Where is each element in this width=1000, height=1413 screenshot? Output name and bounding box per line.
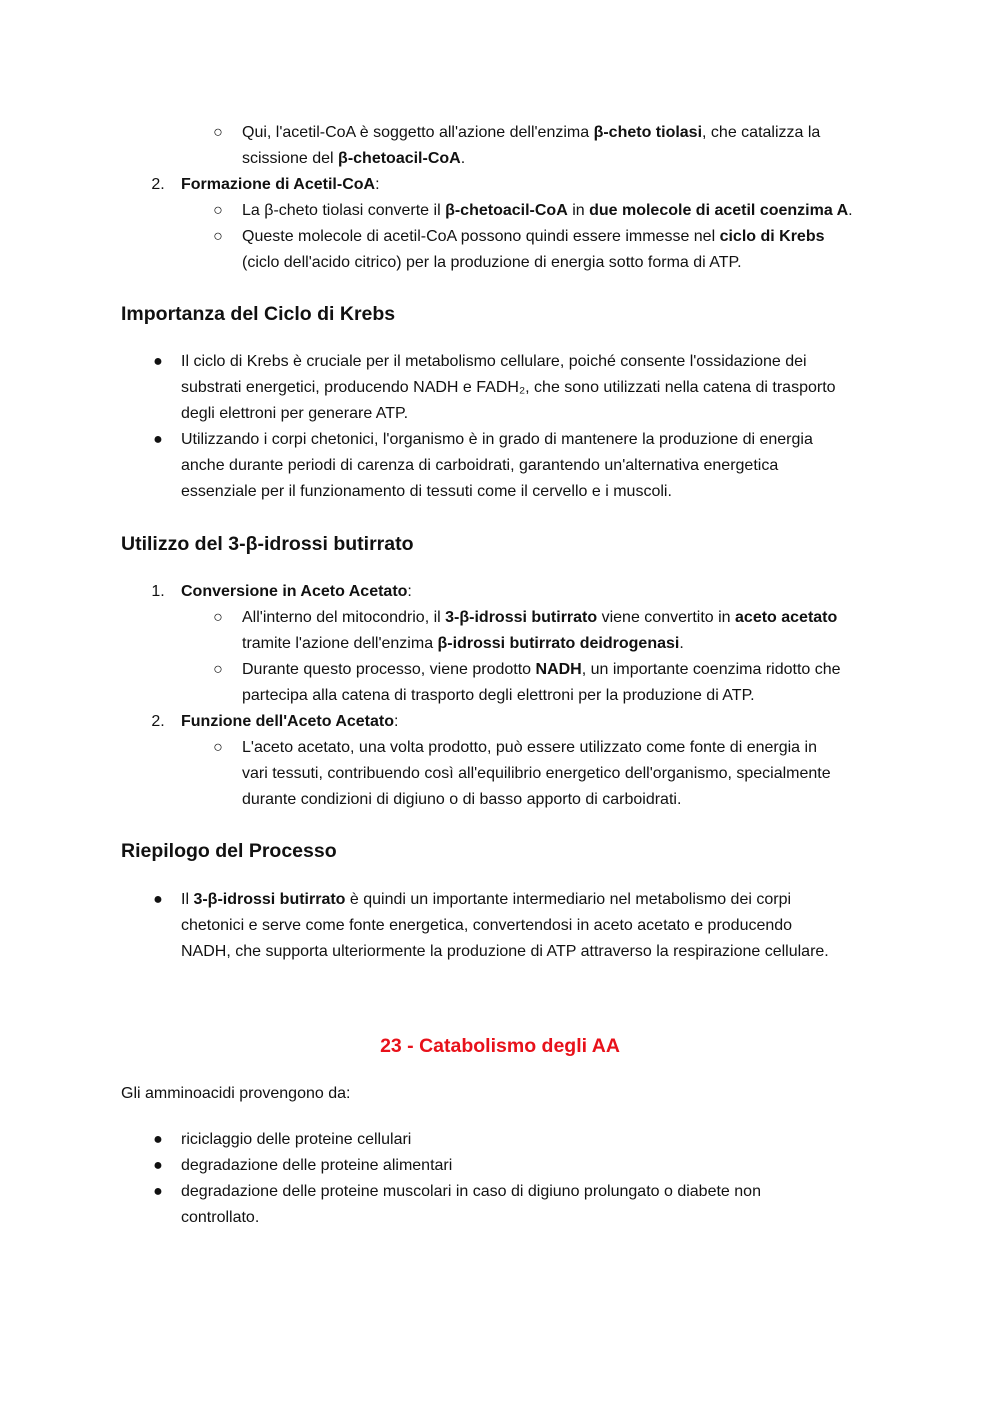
filled-bullet: ● bbox=[153, 1131, 163, 1148]
text-line: NADH, che supporta ulteriormente la produzione di ATP attraverso la respirazione cellulare. bbox=[181, 943, 829, 960]
list-item: degradazione delle proteine muscolari in caso di digiuno prolungato o diabete non bbox=[181, 1183, 761, 1200]
list-item-continuation: controllato. bbox=[181, 1209, 260, 1226]
section-heading: Importanza del Ciclo di Krebs bbox=[121, 303, 396, 325]
text-line: vari tessuti, contribuendo così all'equilibrio energetico dell'organismo, specialmente bbox=[242, 765, 831, 782]
filled-bullet: ● bbox=[153, 353, 163, 370]
hollow-bullet: ○ bbox=[213, 202, 223, 219]
text-line: All'interno del mitocondrio, il 3-β-idrossi butirrato viene convertito in aceto acetato bbox=[242, 609, 838, 626]
text-line: tramite l'azione dell'enzima β-idrossi butirrato deidrogenasi. bbox=[242, 635, 684, 652]
section-heading: Utilizzo del 3-β-idrossi butirrato bbox=[121, 533, 414, 555]
list-item-title: Formazione di Acetil-CoA: bbox=[181, 176, 380, 193]
text-line: (ciclo dell'acido citrico) per la produzione di energia sotto forma di ATP. bbox=[242, 254, 742, 271]
text-line: scissione del β-chetoacil-CoA. bbox=[242, 150, 466, 167]
filled-bullet: ● bbox=[153, 1183, 163, 1200]
list-item-title: Funzione dell'Aceto Acetato: bbox=[181, 713, 399, 730]
text-line: essenziale per il funzionamento di tessuti come il cervello e i muscoli. bbox=[181, 483, 672, 500]
text-line: degli elettroni per generare ATP. bbox=[181, 405, 409, 422]
hollow-bullet: ○ bbox=[213, 228, 223, 245]
filled-bullet: ● bbox=[153, 1157, 163, 1174]
list-number: 2. bbox=[151, 713, 165, 730]
text-line: L'aceto acetato, una volta prodotto, può essere utilizzato come fonte di energia in bbox=[242, 739, 817, 756]
hollow-bullet: ○ bbox=[213, 609, 223, 626]
text-line: Qui, l'acetil-CoA è soggetto all'azione dell'enzima β-cheto tiolasi, che catalizza la bbox=[242, 124, 821, 141]
text-line: Utilizzando i corpi chetonici, l'organismo è in grado di mantenere la produzione di energia bbox=[181, 431, 813, 448]
text-line: durante condizioni di digiuno o di basso apporto di carboidrati. bbox=[242, 791, 682, 808]
text-line: La β-cheto tiolasi converte il β-chetoacil-CoA in due molecole di acetil coenzima A. bbox=[242, 202, 853, 219]
text-line: Durante questo processo, viene prodotto NADH, un importante coenzima ridotto che bbox=[242, 661, 841, 678]
paragraph: Gli amminoacidi provengono da: bbox=[121, 1085, 351, 1102]
text-line: partecipa alla catena di trasporto degli elettroni per la produzione di ATP. bbox=[242, 687, 755, 704]
filled-bullet: ● bbox=[153, 431, 163, 448]
list-number: 2. bbox=[151, 176, 165, 193]
list-item: riciclaggio delle proteine cellulari bbox=[181, 1131, 412, 1148]
list-number: 1. bbox=[151, 583, 165, 600]
text-line: anche durante periodi di carenza di carboidrati, garantendo un'alternativa energetica bbox=[181, 457, 779, 474]
text-line: substrati energetici, producendo NADH e FADH₂, che sono utilizzati nella catena di trasporto bbox=[181, 379, 836, 396]
list-item-title: Conversione in Aceto Acetato: bbox=[181, 583, 412, 600]
text-line: chetonici e serve come fonte energetica, convertendosi in aceto acetato e producendo bbox=[181, 917, 793, 934]
text-line: Il 3-β-idrossi butirrato è quindi un importante intermediario nel metabolismo dei corpi bbox=[181, 891, 792, 908]
section-heading: Riepilogo del Processo bbox=[121, 840, 337, 862]
text-line: Queste molecole di acetil-CoA possono quindi essere immesse nel ciclo di Krebs bbox=[242, 228, 825, 245]
hollow-bullet: ○ bbox=[213, 661, 223, 678]
hollow-bullet: ○ bbox=[213, 739, 223, 756]
hollow-bullet: ○ bbox=[213, 124, 223, 141]
chapter-title: 23 - Catabolismo degli AA bbox=[380, 1035, 620, 1057]
text-line: Il ciclo di Krebs è cruciale per il metabolismo cellulare, poiché consente l'ossidazione dei bbox=[181, 353, 807, 370]
filled-bullet: ● bbox=[153, 891, 163, 908]
list-item: degradazione delle proteine alimentari bbox=[181, 1157, 453, 1174]
